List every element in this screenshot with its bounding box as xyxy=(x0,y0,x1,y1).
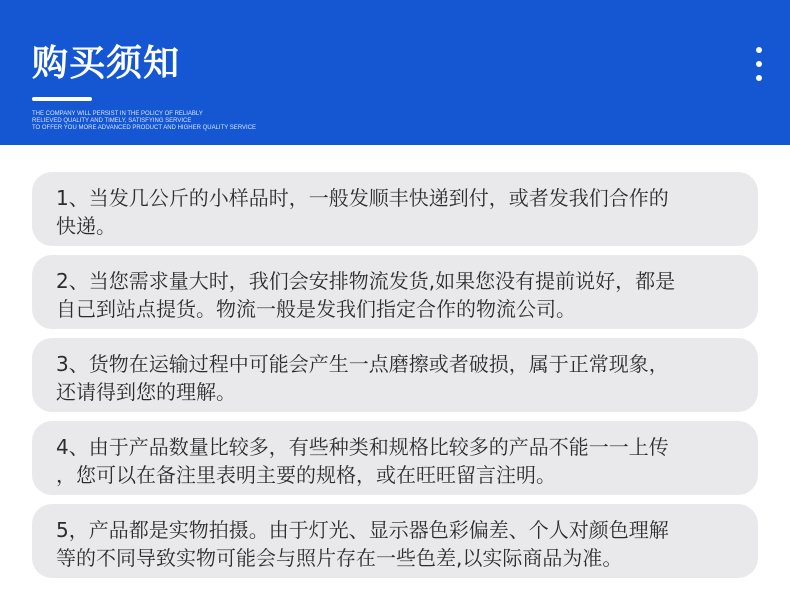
notice-text xyxy=(56,350,734,406)
notice-line: 还请得到您的理解。 xyxy=(56,380,236,404)
notice-line: 5，产品都是实物拍摄。由于灯光、显示器色彩偏差、个人对颜色理解 xyxy=(56,518,669,542)
notice-text xyxy=(56,433,734,489)
more-vertical-icon[interactable] xyxy=(752,47,766,81)
notice-line: 1、当发几公斤的小样品时，一般发顺丰快递到付，或者发我们合作的 xyxy=(56,186,669,210)
header-banner xyxy=(0,0,790,145)
notice-text xyxy=(56,184,734,240)
subtitle-line: TO OFFER YOU MORE ADVANCED PRODUCT AND HIGHER QUALITY SERVICE xyxy=(32,125,257,131)
subtitle-line: RELIEVED QUALITY AND TIMELY, SATISFYING SERVICE xyxy=(32,118,192,124)
notice-line: 自己到站点提货。物流一般是发我们指定合作的物流公司。 xyxy=(56,297,576,321)
notice-line: 等的不同导致实物可能会与照片存在一些色差,以实际商品为准。 xyxy=(56,546,623,570)
notice-card-5 xyxy=(32,504,758,578)
notice-line: 4、由于产品数量比较多，有些种类和规格比较多的产品不能一一上传 xyxy=(56,435,669,459)
notice-line: 快递。 xyxy=(56,214,116,238)
notice-line: 3、货物在运输过程中可能会产生一点磨擦或者破损，属于正常现象， xyxy=(56,352,669,376)
notice-text xyxy=(56,267,734,323)
notice-line: ，您可以在备注里表明主要的规格，或在旺旺留言注明。 xyxy=(56,463,556,487)
menu-dot xyxy=(756,61,762,67)
notice-card-3 xyxy=(32,338,758,412)
menu-dot xyxy=(756,47,762,53)
notice-card-4 xyxy=(32,421,758,495)
title-underline xyxy=(32,97,92,101)
page-title: 购买须知 xyxy=(32,43,181,84)
notice-line: 2、当您需求量大时，我们会安排物流发货,如果您没有提前说好，都是 xyxy=(56,269,676,293)
notice-card-1 xyxy=(32,172,758,246)
header-subtitle xyxy=(32,111,256,132)
menu-dot xyxy=(756,75,762,81)
subtitle-line: THE COMPANY WILL PERSIST IN THE POLICY OF RELIABLY xyxy=(32,111,203,117)
notice-text xyxy=(56,516,734,572)
notice-card-2 xyxy=(32,255,758,329)
